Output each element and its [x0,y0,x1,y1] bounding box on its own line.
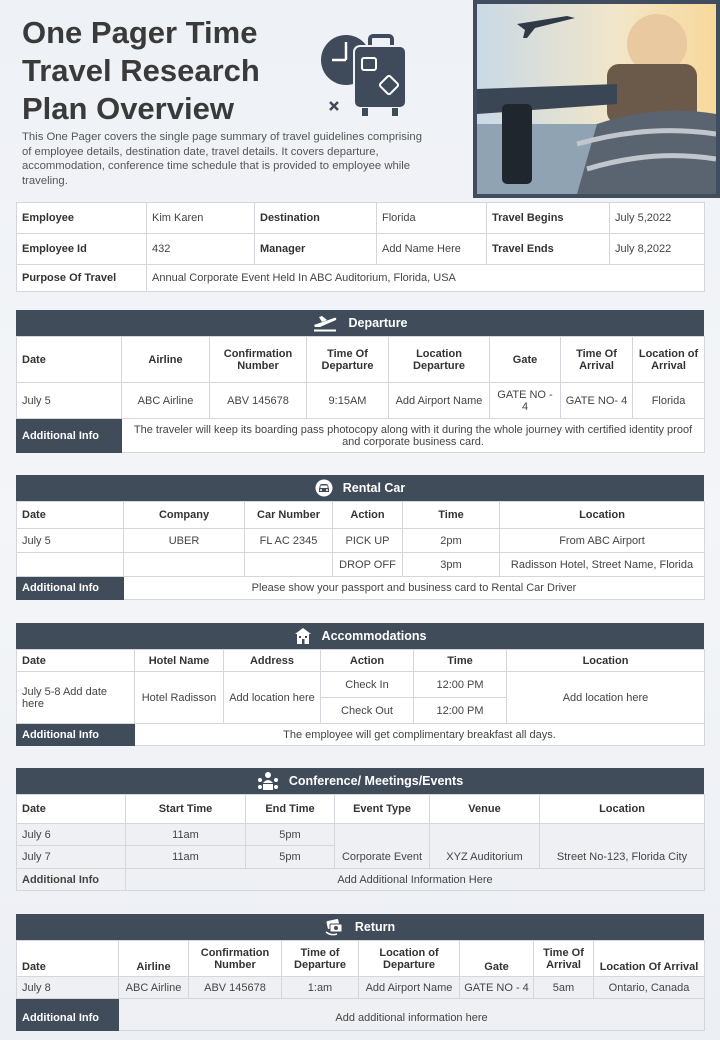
employee-id-value: 432 [147,234,255,265]
manager-label: Manager [255,234,377,265]
conference-section [16,768,704,891]
purpose-value: Annual Corporate Event Held In ABC Auditorium, Florida, USA [147,265,705,292]
table-cell: UBER [124,529,245,553]
table-cell: Corporate Event [335,824,430,869]
table-cell: FL AC 2345 [245,529,333,553]
col-gate: Gate [460,941,534,977]
travel-ends-label: Travel Ends [487,234,610,265]
col-time: Time [403,502,500,529]
plane-departure-icon [312,314,338,332]
col-time-departure: Time Of Departure [307,337,389,383]
col-time: Time [414,650,507,672]
table-cell: 5pm [246,846,335,869]
table-cell [124,553,245,577]
luggage-clock-icon [318,30,414,122]
additional-info-label: Additional Info [17,419,122,453]
money-return-icon [325,918,345,936]
col-time-arrival: Time Of Arrival [534,941,594,977]
employee-id-label: Employee Id [17,234,147,265]
additional-info-text: The employee will get complimentary breakfast all days. [135,724,705,746]
rental-car-section [16,475,704,600]
return-header [16,914,704,940]
table-cell: XYZ Auditorium [430,824,540,869]
additional-info-label: Additional Info [17,999,119,1031]
departure-header [16,310,704,336]
col-date: Date [17,941,119,977]
table-cell: ABV 145678 [210,383,307,419]
col-date: Date [17,502,124,529]
table-cell: 11am [126,846,246,869]
traveler-photo [473,0,720,198]
table-cell: 2pm [403,529,500,553]
header [0,0,720,200]
col-confirmation: Confirmation Number [189,941,282,977]
col-address: Address [224,650,321,672]
col-location-arrival: Location of Arrival [633,337,705,383]
table-cell: Ontario, Canada [594,977,705,999]
destination-value: Florida [377,203,487,234]
departure-title: Departure [348,316,408,330]
table-cell: Add location here [507,672,705,724]
return-title: Return [354,920,396,934]
table-cell: 5am [534,977,594,999]
table-cell: Add location here [224,672,321,724]
table-cell: Street No-123, Florida City [540,824,705,869]
table-cell: 1:am [282,977,359,999]
rental-car-header [16,475,704,501]
table-cell [17,553,124,577]
accommodations-section [16,623,704,746]
col-end-time: End Time [246,795,335,824]
table-cell: July 6 [17,824,126,846]
hotel-icon [294,627,312,645]
travel-begins-value: July 5,2022 [610,203,705,234]
table-cell: Radisson Hotel, Street Name, Florida [500,553,705,577]
destination-label: Destination [255,203,377,234]
table-cell: From ABC Airport [500,529,705,553]
table-cell: 11am [126,824,246,846]
table-cell: ABC Airline [122,383,210,419]
col-airline: Airline [122,337,210,383]
airport-lounge-image [477,4,716,194]
table-cell: GATE NO - 4 [460,977,534,999]
return-section [16,914,704,1031]
meeting-icon [257,771,279,791]
col-date: Date [17,337,122,383]
table-cell: 5pm [246,824,335,846]
car-icon [315,479,333,497]
departure-section [16,310,704,453]
table-cell: July 5 [17,529,124,553]
additional-info-label: Additional Info [17,577,124,600]
manager-value: Add Name Here [377,234,487,265]
accommodations-header [16,623,704,649]
table-cell: July 7 [17,846,126,869]
col-car-number: Car Number [245,502,333,529]
table-cell: 9:15AM [307,383,389,419]
rental-car-title: Rental Car [342,481,406,495]
additional-info-label: Additional Info [17,724,135,746]
col-date: Date [17,650,135,672]
table-cell: July 8 [17,977,119,999]
col-time-departure: Time of Departure [282,941,359,977]
col-date: Date [17,795,126,824]
table-cell: Add Airport Name [359,977,460,999]
table-cell: Add Airport Name [389,383,490,419]
table-cell: July 5-8 Add date here [17,672,135,724]
table-cell: 12:00 PM [414,698,507,724]
col-location: Location [500,502,705,529]
table-cell: 12:00 PM [414,672,507,698]
additional-info-text: Add additional information here [119,999,705,1031]
table-cell: GATE NO - 4 [490,383,561,419]
intro-text: This One Pager covers the single page summary of travel guidelines comprising of employee details, destination date, travel details. It covers departure, accommodation, conference time schedule that is provided to employee while traveling. [22,131,422,187]
table-cell: PICK UP [333,529,403,553]
table-cell: Check In [321,672,414,698]
col-company: Company [124,502,245,529]
col-gate: Gate [490,337,561,383]
travel-begins-label: Travel Begins [487,203,610,234]
col-location-departure: Location Departure [389,337,490,383]
col-location-departure: Location of Departure [359,941,460,977]
table-cell: ABV 145678 [189,977,282,999]
col-time-arrival: Time Of Arrival [561,337,633,383]
table-cell: DROP OFF [333,553,403,577]
employee-info-panel [16,202,704,292]
col-airline: Airline [119,941,189,977]
table-cell [245,553,333,577]
page-title: One Pager Time Travel Research Plan Overview [22,15,260,126]
col-hotel-name: Hotel Name [135,650,224,672]
table-cell: Check Out [321,698,414,724]
additional-info-text: Add Additional Information Here [126,869,705,891]
purpose-label: Purpose Of Travel [17,265,147,292]
table-cell: ABC Airline [119,977,189,999]
additional-info-text: Please show your passport and business card to Rental Car Driver [124,577,705,600]
table-cell: July 5 [17,383,122,419]
col-venue: Venue [430,795,540,824]
travel-ends-value: July 8,2022 [610,234,705,265]
additional-info-text: The traveler will keep its boarding pass photocopy along with it during the whole journey with certified identity proof and corporate business card. [122,419,705,453]
col-action: Action [333,502,403,529]
col-event-type: Event Type [335,795,430,824]
table-cell: Hotel Radisson [135,672,224,724]
col-confirmation: Confirmation Number [210,337,307,383]
table-cell: Florida [633,383,705,419]
col-start-time: Start Time [126,795,246,824]
employee-label: Employee [17,203,147,234]
table-cell: 3pm [403,553,500,577]
table-cell: GATE NO- 4 [561,383,633,419]
col-location-arrival: Location Of Arrival [594,941,705,977]
accommodations-title: Accommodations [321,629,427,643]
conference-title: Conference/ Meetings/Events [288,774,464,788]
additional-info-label: Additional Info [17,869,126,891]
employee-value: Kim Karen [147,203,255,234]
col-location: Location [507,650,705,672]
col-location: Location [540,795,705,824]
col-action: Action [321,650,414,672]
conference-header [16,768,704,794]
